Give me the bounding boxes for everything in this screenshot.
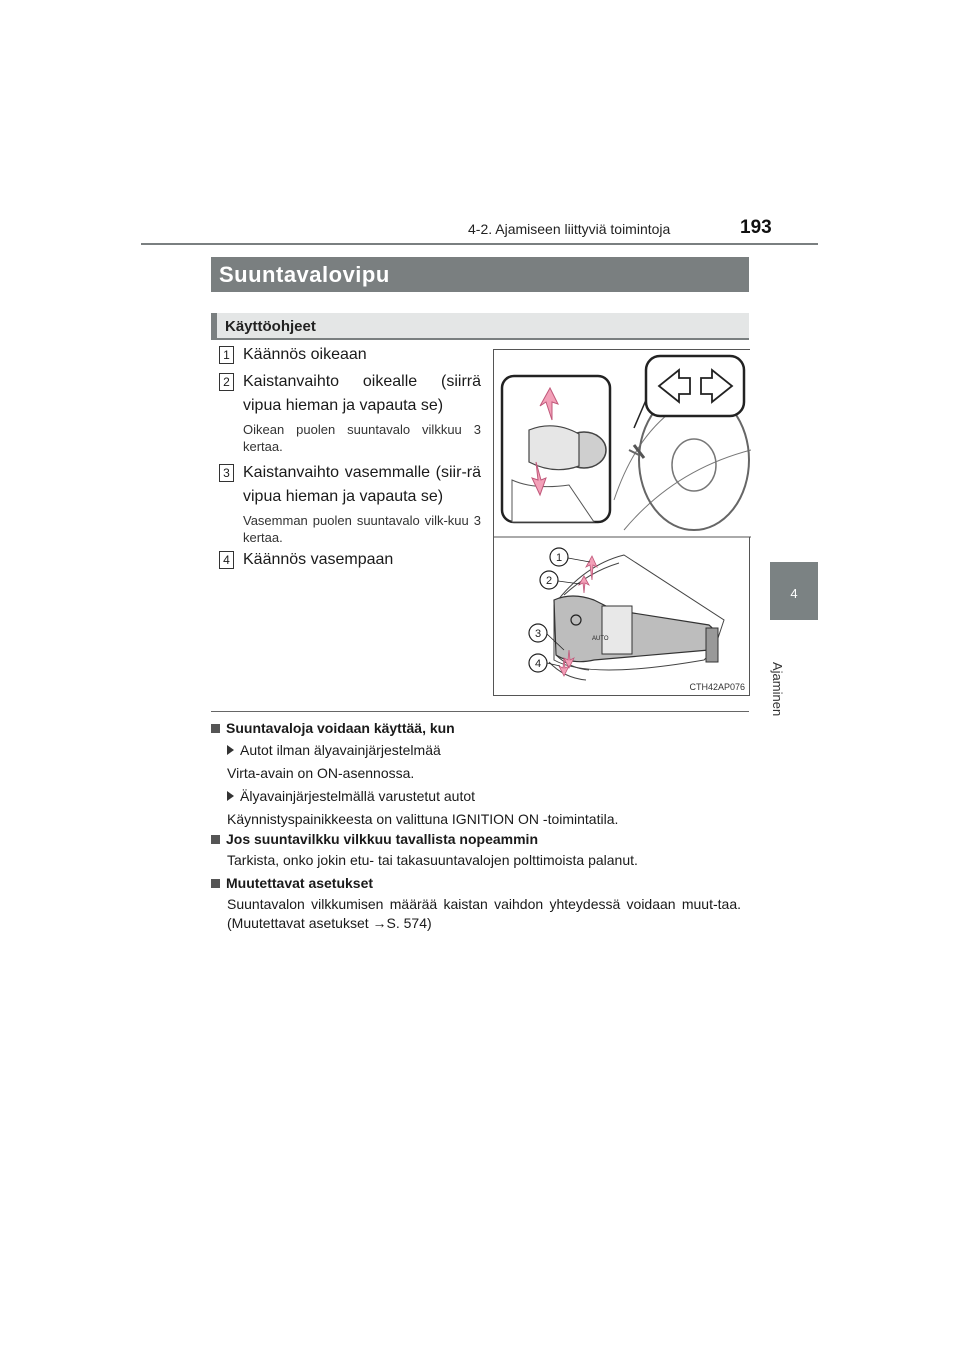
subsection-accent (211, 313, 217, 338)
bullet-item: Autot ilman älyavainjärjestelmää (211, 741, 749, 760)
callout-2-label: 2 (545, 575, 553, 587)
headlight-switch-icon (602, 606, 632, 654)
subsection-title: Käyttöohjeet (225, 318, 316, 335)
step-number: 4 (219, 551, 234, 569)
step-number: 3 (219, 464, 234, 482)
chapter-title: 4-2. Ajamiseen liittyviä toimintoja (468, 221, 671, 237)
section-heading: Muutettavat asetukset (211, 874, 741, 893)
triangle-bullet-icon (227, 745, 234, 755)
step-3 (219, 461, 481, 509)
section-customizable-settings (211, 874, 741, 933)
step-3-note: Vasemman puolen suuntavalo vilk-kuu 3 kertaa. (243, 513, 481, 545)
step-number: 1 (219, 346, 234, 364)
step-number: 2 (219, 373, 234, 391)
step-1 (219, 343, 481, 367)
section-fast-blinking (211, 830, 749, 870)
step-label: Käännös vasempaan (243, 551, 394, 568)
figure-illustration (494, 350, 751, 697)
lever-stalk-end (706, 628, 718, 662)
step-4 (219, 548, 481, 572)
section-rule (211, 711, 749, 712)
indicator-callout (646, 356, 744, 416)
auto-label: AUTO (592, 636, 609, 642)
section-text: Tarkista, onko jokin etu- tai takasuuntavalojen polttimoista palanut. (227, 852, 638, 868)
section-heading: Jos suuntavilkku vilkkuu tavallista nopeammin (211, 830, 749, 849)
arrow-up-icon (579, 576, 589, 593)
bullet-description: Käynnistyspainikkeesta on valittuna IGNITION ON -toimintatila. (227, 811, 619, 827)
lever-body-icon (554, 596, 716, 662)
section-text: Suuntavalon vilkkumisen määrää kaistan vaihdon yhteydessä voidaan muut-taa. (Muutettavat asetukset →S. 574) (227, 896, 741, 931)
section-usage-conditions (211, 719, 749, 829)
bullet-description: Virta-avain on ON-asennossa. (227, 765, 415, 781)
square-bullet-icon (211, 879, 220, 888)
figure-caption: CTH42AP076 (689, 682, 745, 692)
square-bullet-icon (211, 835, 220, 844)
triangle-bullet-icon (227, 791, 234, 801)
chapter-tab[interactable] (770, 562, 818, 620)
step-2-note: Oikean puolen suuntavalo vilkkuu 3 kertaa. (243, 422, 481, 454)
step-label: Kaistanvaihto vasemmalle (siir-rä vipua hieman ja vapauta se) (243, 464, 481, 505)
callout-1-label: 1 (555, 552, 563, 564)
step-label: Käännös oikeaan (243, 346, 367, 363)
callout-4-label: 4 (534, 658, 542, 670)
turn-signal-figure (493, 349, 750, 696)
arrow-up-icon (586, 556, 597, 580)
chapter-tab-label: Ajaminen (770, 662, 785, 717)
bullet-item: Älyavainjärjestelmällä varustetut autot (211, 787, 749, 806)
section-title: Suuntavalovipu (211, 257, 749, 292)
square-bullet-icon (211, 724, 220, 733)
callout-3-label: 3 (534, 628, 542, 640)
step-label: Kaistanvaihto oikealle (siirrä vipua hieman ja vapauta se) (243, 373, 481, 414)
section-heading: Suuntavaloja voidaan käyttää, kun (211, 719, 749, 738)
chapter-tab-number: 4 (790, 586, 798, 601)
header-rule (141, 243, 818, 245)
page-number: 193 (740, 217, 772, 238)
step-2 (219, 370, 481, 418)
subsection-header (211, 313, 749, 340)
